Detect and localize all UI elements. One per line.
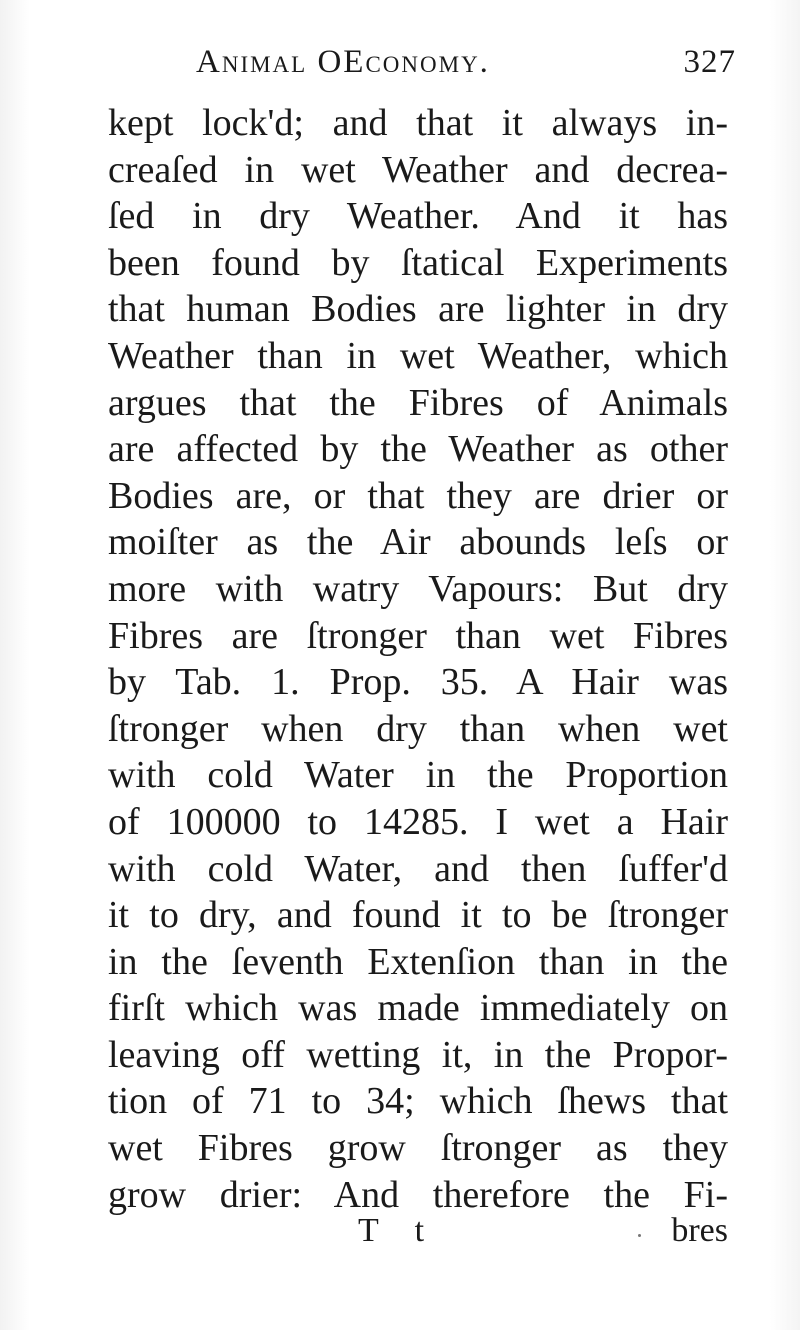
text-line: ſed in dry Weather. And it has (108, 195, 728, 238)
text-line: firſt which was made immediately on (108, 987, 728, 1030)
text-line: moiſter as the Air abounds leſs or (108, 521, 728, 564)
running-head (196, 38, 736, 88)
signature-mark: T t (358, 1212, 439, 1249)
page-number: 327 (683, 44, 736, 80)
text-line: are affected by the Weather as other (108, 428, 728, 471)
page-footer (108, 1212, 728, 1262)
text-line: tion of 71 to 34; which ſhews that (108, 1080, 728, 1123)
text-line: wet Fibres grow ſtronger as they (108, 1127, 728, 1170)
text-line: Bodies are, or that they are drier or (108, 474, 728, 517)
ink-speck (638, 1234, 641, 1237)
text-line: ſtronger when dry than when wet (108, 707, 728, 750)
text-line: been found by ſtatical Experiments (108, 241, 728, 284)
catchword: bres (671, 1212, 728, 1249)
text-line: argues that the Fibres of Animals (108, 381, 728, 424)
running-title: Animal OEconomy. (196, 44, 490, 80)
text-line: Fibres are ſtronger than wet Fibres (108, 614, 728, 657)
text-line: Weather than in wet Weather, which (108, 334, 728, 377)
text-line: kept lock'd; and that it always in- (108, 102, 728, 144)
text-line: with cold Water in the Proportion (108, 754, 728, 797)
body-text (108, 100, 728, 1218)
text-line: in the ſeventh Extenſion than in the (108, 940, 728, 983)
text-line: of 100000 to 14285. I wet a Hair (108, 800, 728, 843)
text-line: leaving off wetting it, in the Propor- (108, 1033, 728, 1076)
text-line: that human Bodies are lighter in dry (108, 288, 728, 331)
text-line: creaſed in wet Weather and decrea- (108, 148, 728, 191)
text-line: it to dry, and found it to be ſtronger (108, 894, 728, 937)
text-line: grow drier: And therefore the Fi- (108, 1173, 728, 1216)
text-line: with cold Water, and then ſuffer'd (108, 847, 728, 890)
text-line: more with watry Vapours: But dry (108, 567, 728, 610)
text-line: by Tab. 1. Prop. 35. A Hair was (108, 661, 728, 704)
